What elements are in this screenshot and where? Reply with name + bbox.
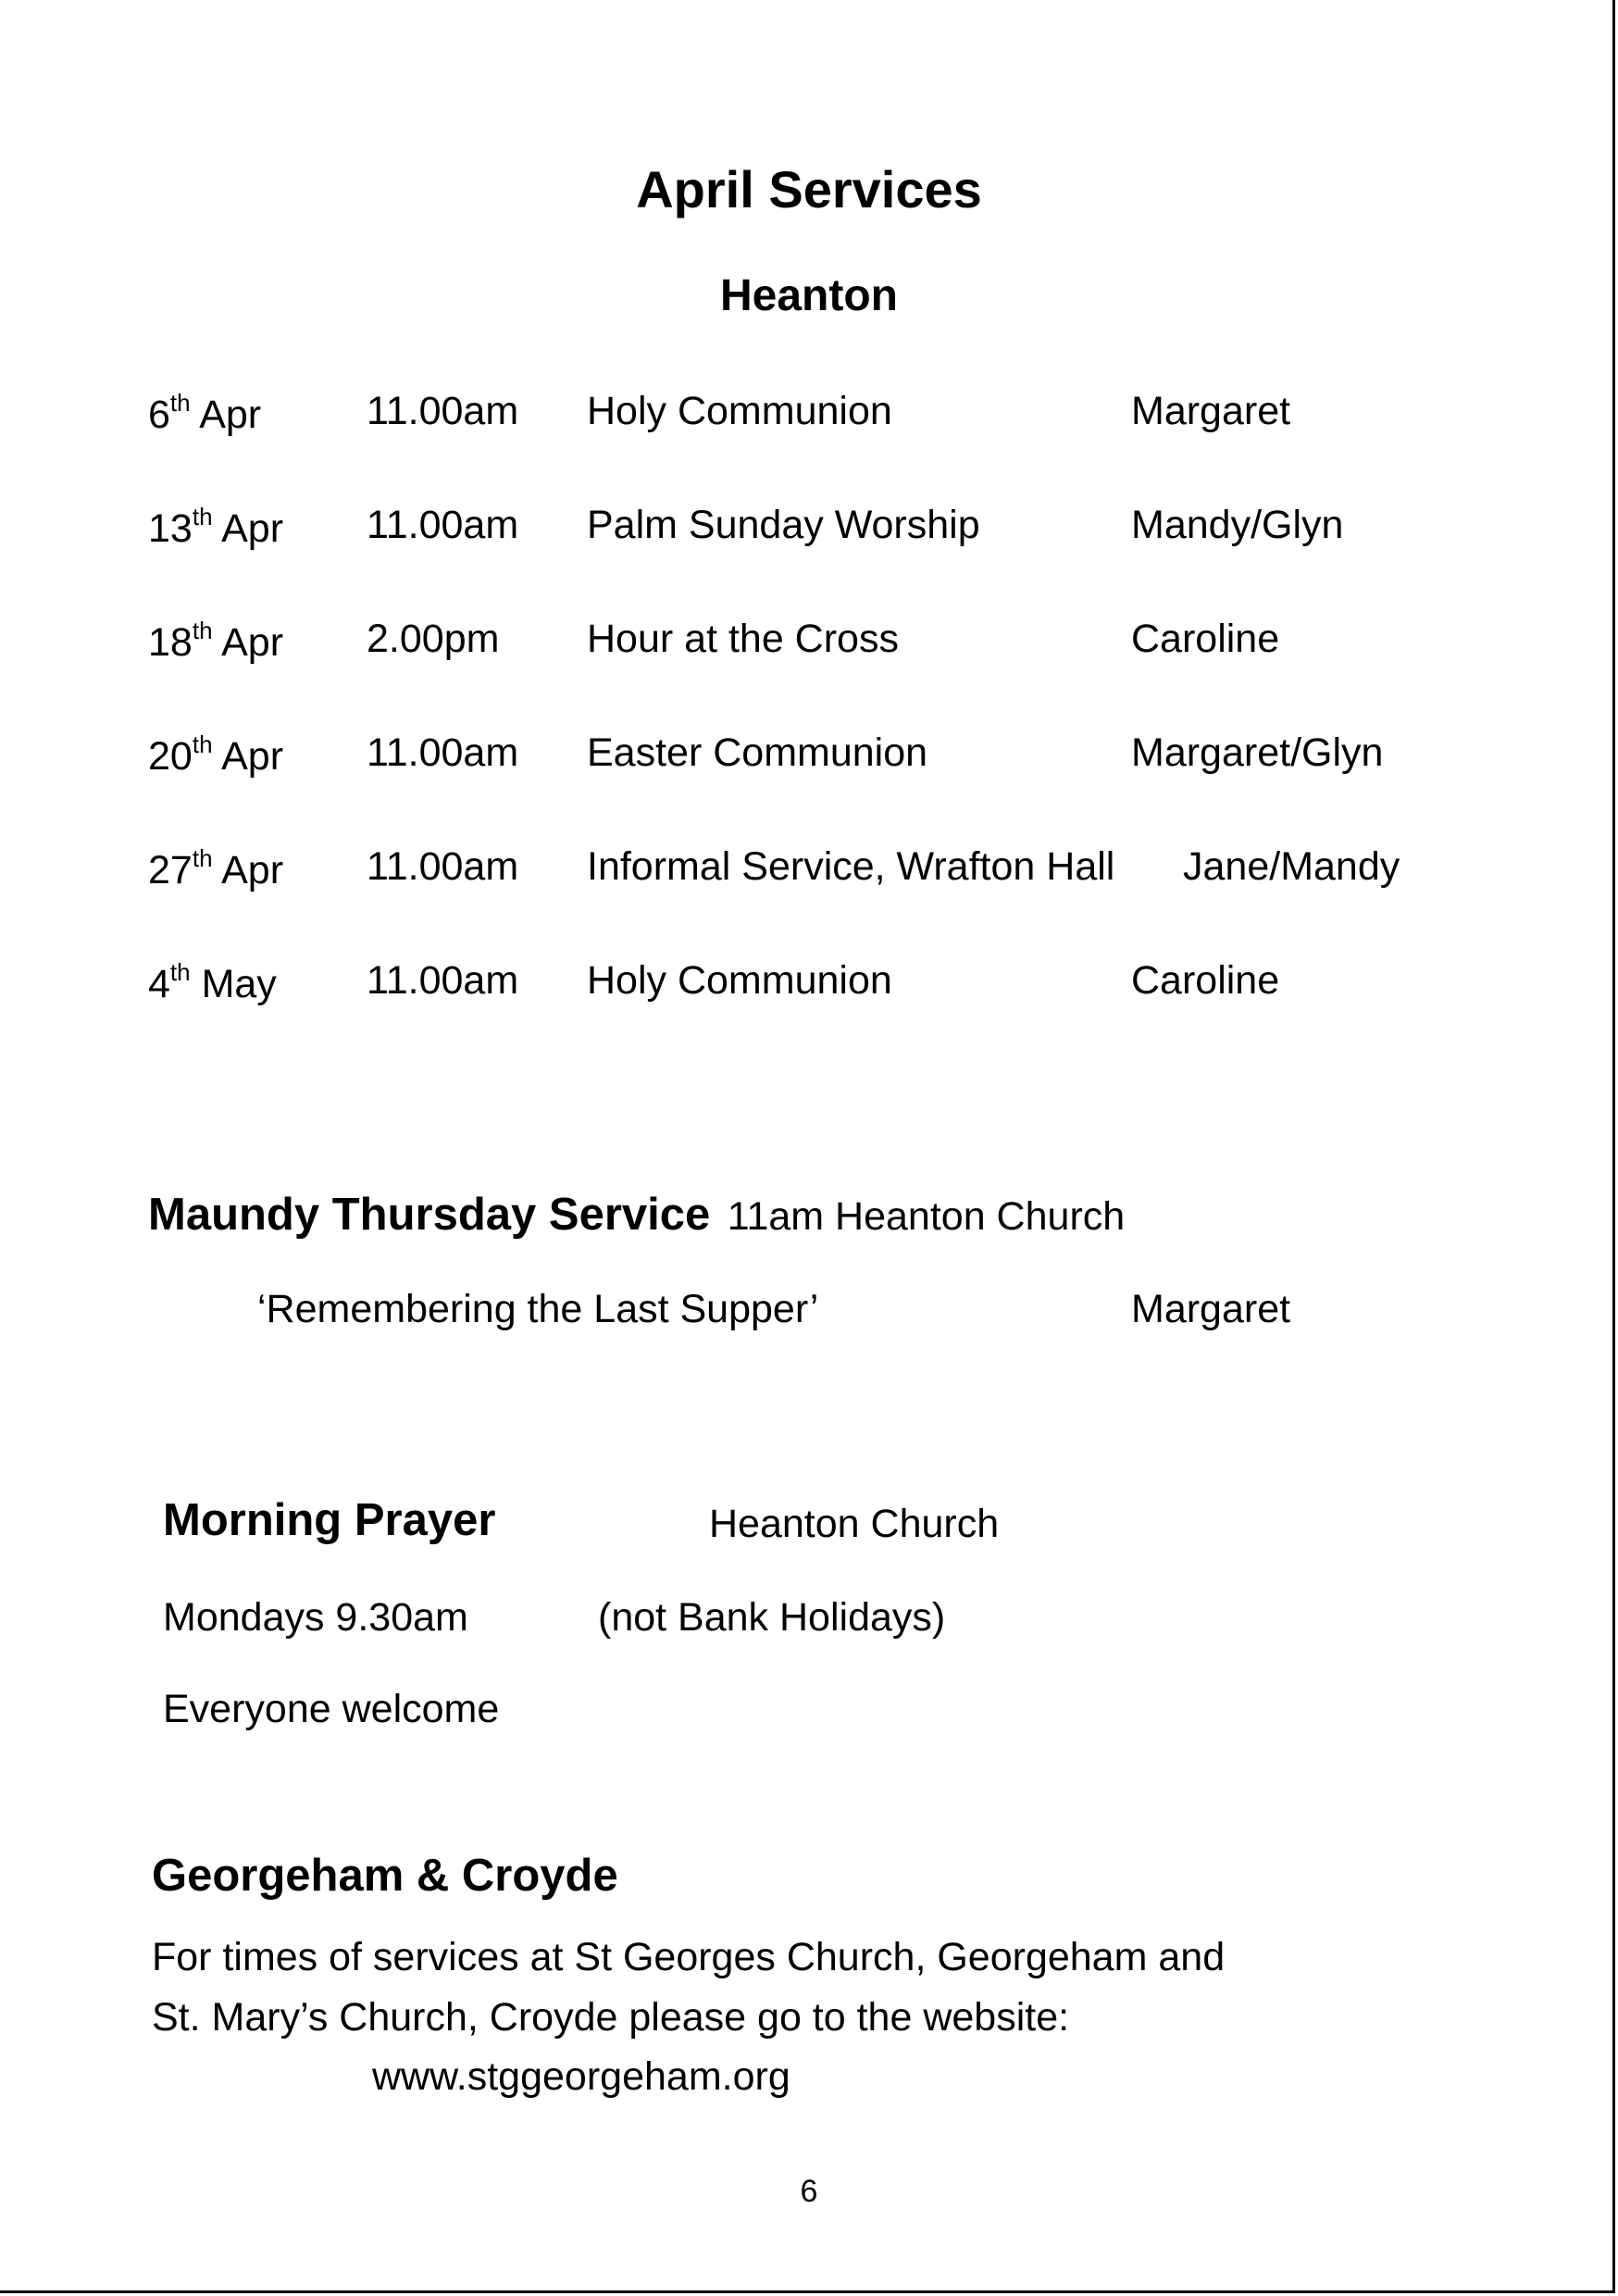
georgeham-text-line2: St. Mary’s Church, Croyde please go to the website: [152, 1995, 1070, 2040]
maundy-detail: 11am Heanton Church [727, 1194, 1126, 1239]
maundy-leader: Margaret [1131, 1287, 1291, 1331]
service-leader: Caroline [1131, 617, 1280, 661]
service-time: 11.00am [367, 958, 519, 1003]
service-row [0, 617, 1618, 672]
service-date: 13th Apr [148, 503, 284, 551]
service-leader: Jane/Mandy [1183, 844, 1400, 889]
service-time: 11.00am [367, 503, 519, 547]
service-leader: Caroline [1131, 958, 1280, 1003]
service-date: 27th Apr [148, 844, 284, 892]
service-name: Hour at the Cross [587, 617, 899, 661]
georgeham-text-line1: For times of services at St Georges Church, Georgeham and [152, 1935, 1226, 1979]
service-date: 6th Apr [148, 389, 262, 437]
section-heading-heanton: Heanton [720, 271, 898, 320]
service-date: 20th Apr [148, 730, 284, 779]
service-name: Informal Service, Wrafton Hall [587, 844, 1115, 889]
service-leader: Margaret [1131, 389, 1291, 433]
service-time: 2.00pm [367, 617, 500, 661]
morning-prayer-note: (not Bank Holidays) [598, 1595, 946, 1640]
service-name: Easter Communion [587, 730, 928, 775]
maundy-thursday-line [148, 1189, 1125, 1241]
service-leader: Margaret/Glyn [1131, 730, 1384, 775]
morning-prayer-schedule: Mondays 9.30am [163, 1595, 468, 1640]
service-time: 11.00am [367, 844, 519, 889]
service-time: 11.00am [367, 389, 519, 433]
service-name: Palm Sunday Worship [587, 503, 980, 547]
morning-prayer-heading: Morning Prayer [163, 1495, 496, 1545]
service-date: 18th Apr [148, 617, 284, 665]
service-row [0, 958, 1618, 1014]
morning-prayer-welcome: Everyone welcome [163, 1687, 500, 1731]
service-leader: Mandy/Glyn [1131, 503, 1344, 547]
georgeham-heading: Georgeham & Croyde [152, 1851, 618, 1901]
page-title: April Services [636, 160, 982, 218]
service-row [0, 503, 1618, 558]
service-time: 11.00am [367, 730, 519, 775]
maundy-heading: Maundy Thursday Service [148, 1190, 711, 1240]
service-date: 4th May [148, 958, 277, 1006]
service-row [0, 844, 1618, 900]
service-row [0, 389, 1618, 444]
service-row [0, 730, 1618, 786]
service-name: Holy Communion [587, 389, 892, 433]
service-name: Holy Communion [587, 958, 892, 1003]
page-number: 6 [800, 2174, 818, 2209]
maundy-theme: ‘Remembering the Last Supper’ [257, 1287, 819, 1331]
georgeham-website-link[interactable]: www.stggeorgeham.org [372, 2054, 790, 2099]
morning-prayer-location: Heanton Church [709, 1502, 1000, 1546]
